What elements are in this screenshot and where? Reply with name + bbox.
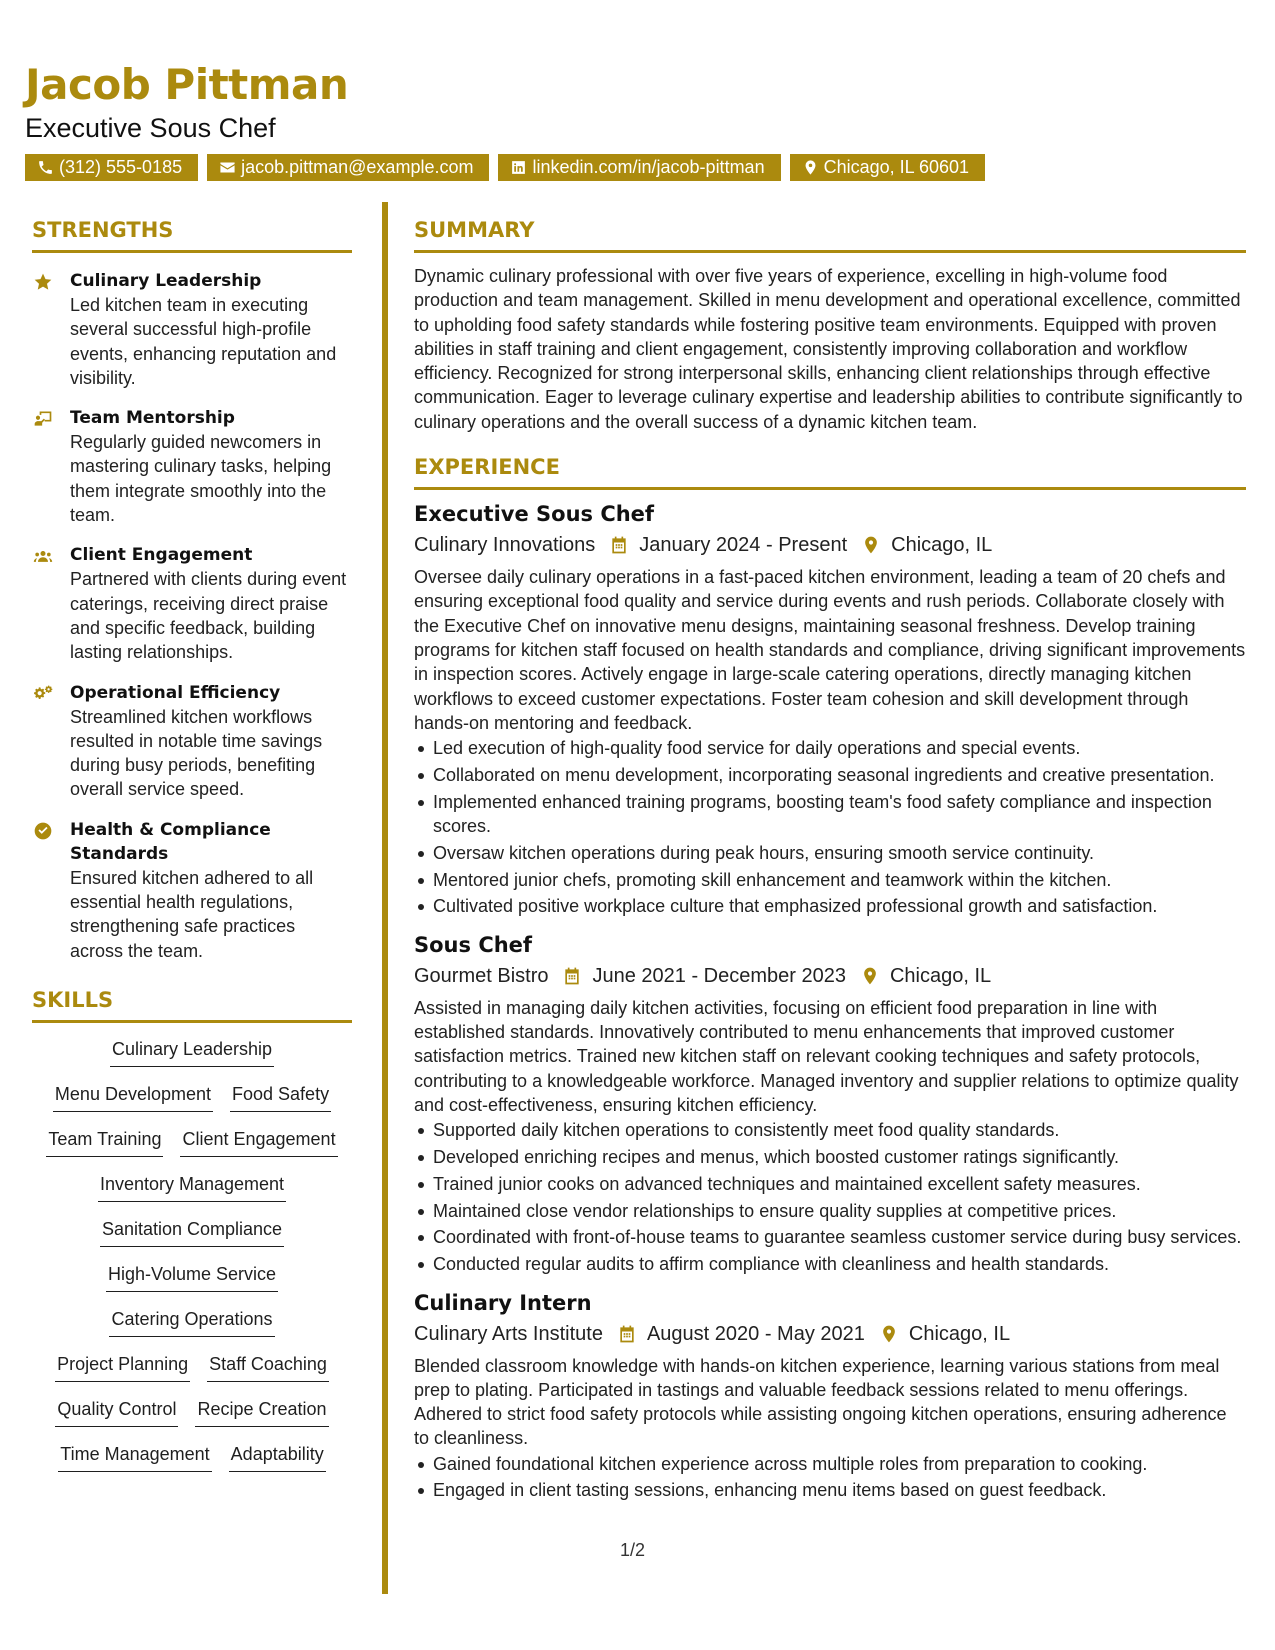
job-company: Gourmet Bistro (414, 964, 549, 987)
job-title: Executive Sous Chef (414, 502, 655, 527)
strength-title: Team Mentorship (70, 408, 235, 429)
skill-tag: Food Safety (230, 1082, 331, 1112)
calendar-icon (617, 1324, 637, 1344)
linkedin-text: linkedin.com/in/jacob-pittman (532, 157, 765, 177)
strength-item (32, 818, 352, 963)
job-entry (414, 1289, 1246, 1503)
job-description: Assisted in managing daily kitchen activities, focusing on efficient food preparation in line with established standards. Innovatively contributed to menu enhancements that improved customer satisfaction metrics. Trained new kitchen staff on relevant cooking techniques and safety protocols, contributing to a knowledgeable workforce. Managed inventory and supplier relations to optimize quality and cost-effectiveness, ensuring kitchen efficiency. (414, 997, 1239, 1115)
location-text: Chicago, IL 60601 (823, 157, 970, 177)
job-bullets (414, 736, 1246, 919)
bullet-item: Coordinated with front-of-house teams to guarantee seamless customer service during busy services. (414, 1225, 1246, 1249)
candidate-name: Jacob Pittman (25, 60, 349, 109)
bullet-item: Mentored junior chefs, promoting skill enhancement and teamwork within the kitchen. (414, 868, 1246, 892)
summary-heading: SUMMARY (414, 215, 1246, 253)
skill-tag: Adaptability (229, 1442, 326, 1472)
contact-phone[interactable] (25, 154, 198, 181)
location-pin-icon (802, 159, 819, 176)
job-meta (414, 531, 1246, 559)
bullet-item: Oversaw kitchen operations during peak hours, ensuring smooth service continuity. (414, 841, 1246, 865)
calendar-icon (609, 535, 629, 555)
strength-title: Health & Compliance Standards (70, 819, 271, 864)
bullet-item: Trained junior cooks on advanced techniques and maintained excellent safety measures. (414, 1172, 1246, 1196)
skill-tag: Team Training (46, 1127, 163, 1157)
strength-item (32, 681, 352, 802)
skill-tag: Menu Development (53, 1082, 213, 1112)
experience-heading: EXPERIENCE (414, 452, 1246, 490)
phone-text: (312) 555-0185 (59, 157, 183, 177)
strength-item (32, 406, 352, 527)
linkedin-icon (510, 159, 527, 176)
strength-desc: Regularly guided newcomers in mastering culinary tasks, helping them integrate smoothly into the team. (70, 432, 332, 526)
contact-linkedin[interactable] (498, 154, 780, 181)
check-circle-icon (32, 821, 54, 841)
job-dates: June 2021 - December 2023 (592, 964, 846, 987)
bullet-item: Implemented enhanced training programs, boosting team's food safety compliance and inspection scores. (414, 790, 1246, 839)
job-bullets (414, 1452, 1246, 1503)
email-text: jacob.pittman@example.com (241, 157, 474, 177)
skills-list (32, 1037, 352, 1487)
skill-tag: Project Planning (55, 1352, 190, 1382)
bullet-item: Collaborated on menu development, incorporating seasonal ingredients and creative presentation. (414, 763, 1246, 787)
job-location: Chicago, IL (908, 1322, 1011, 1345)
strength-desc: Led kitchen team in executing several successful high-profile events, enhancing reputation and visibility. (70, 295, 337, 388)
skill-tag: Catering Operations (109, 1307, 274, 1337)
envelope-icon (219, 159, 236, 176)
location-pin-icon (879, 1324, 899, 1344)
bullet-item: Engaged in client tasting sessions, enhancing menu items based on guest feedback. (414, 1478, 1246, 1502)
strength-desc: Streamlined kitchen workflows resulted in notable time savings during busy periods, benefiting overall service speed. (70, 706, 323, 800)
job-dates: August 2020 - May 2021 (646, 1322, 865, 1345)
job-dates: January 2024 - Present (639, 534, 848, 557)
job-bullets (414, 1118, 1246, 1276)
summary-text: Dynamic culinary professional with over five years of experience, excelling in high-volume food production and team management. Skilled in menu development and operational excellence, committed to upholding food safety standards while fostering positive team environments. Equipped with proven abilities in staff training and client engagement, consistently improving collaboration and workflow efficiency. Recognized for strong interpersonal skills, enhancing client relationships through effective communication. Eager to leverage culinary expertise and leadership abilities to contribute significantly to culinary operations and the overall success of a dynamic kitchen team. (414, 266, 1243, 432)
strength-desc: Partnered with clients during event caterings, receiving direct praise and specific feedback, building lasting relationships. (70, 569, 347, 663)
skill-tag: Client Engagement (180, 1127, 337, 1157)
skills-heading: SKILLS (32, 985, 352, 1023)
skill-tag: Sanitation Compliance (100, 1217, 284, 1247)
right-column (414, 215, 1246, 1505)
mentor-board-icon (32, 409, 54, 429)
job-company: Culinary Arts Institute (414, 1322, 603, 1345)
column-divider (382, 202, 388, 1594)
bullet-item: Cultivated positive workplace culture that emphasized professional growth and satisfaction. (414, 894, 1246, 918)
job-location: Chicago, IL (889, 964, 992, 987)
left-column (32, 215, 352, 1487)
strength-item (32, 543, 352, 664)
candidate-title: Executive Sous Chef (25, 113, 276, 143)
location-pin-icon (860, 966, 880, 986)
strength-title: Client Engagement (70, 545, 253, 566)
skill-tag: Culinary Leadership (110, 1037, 274, 1067)
calendar-icon (562, 966, 582, 986)
strength-title: Operational Efficiency (70, 682, 281, 703)
bullet-item: Gained foundational kitchen experience across multiple roles from preparation to cooking. (414, 1452, 1246, 1476)
bullet-item: Maintained close vendor relationships to ensure quality supplies at competitive prices. (414, 1199, 1246, 1223)
strength-title: Culinary Leadership (70, 271, 262, 291)
skill-tag: Time Management (58, 1442, 211, 1472)
strength-desc: Ensured kitchen adhered to all essential health regulations, strengthening safe practices across the team. (70, 867, 314, 961)
star-icon (32, 272, 54, 292)
contact-location (790, 154, 985, 181)
job-description: Oversee daily culinary operations in a fast-paced kitchen environment, leading a team of 20 chefs and ensuring exceptional food quality and service during events and rush periods. Collaborate closely with the Executive Chef on innovative menu designs, maintaining seasonal freshness. Develop training programs for kitchen staff focused on health standards and compliance, driving significant improvements in inspection scores. Actively engage in large-scale catering operations, directly managing kitchen workflows to exceed customer expectations. Foster team cohesion and skill development through hands-on mentoring and feedback. (414, 567, 1246, 733)
strength-item (32, 269, 352, 390)
bullet-item: Led execution of high-quality food service for daily operations and special events. (414, 736, 1246, 760)
job-meta (414, 1320, 1246, 1348)
skill-tag: Inventory Management (98, 1172, 286, 1202)
contact-email[interactable] (207, 154, 489, 181)
phone-icon (37, 159, 54, 176)
bullet-item: Developed enriching recipes and menus, which boosted customer ratings significantly. (414, 1145, 1246, 1169)
job-title: Sous Chef (414, 932, 533, 957)
skill-tag: Quality Control (55, 1397, 178, 1427)
page-number: 1/2 (620, 1540, 646, 1560)
job-entry (414, 931, 1246, 1277)
job-location: Chicago, IL (891, 534, 993, 557)
users-icon (32, 546, 54, 566)
strengths-heading: STRENGTHS (32, 215, 352, 253)
gears-icon (32, 684, 54, 704)
skill-tag: Staff Coaching (207, 1352, 329, 1382)
resume-header (25, 60, 1250, 181)
job-entry (414, 500, 1246, 919)
bullet-item: Supported daily kitchen operations to consistently meet food quality standards. (414, 1118, 1246, 1142)
job-title: Culinary Intern (414, 1290, 592, 1315)
job-company: Culinary Innovations (414, 534, 596, 557)
job-description: Blended classroom knowledge with hands-on kitchen experience, learning various stations from meal prep to plating. Participated in tastings and valuable feedback sessions related to menu offerings. Adhered to strict food safety protocols while assisting ongoing kitchen operations, ensuring adherence to cleanliness. (414, 1355, 1227, 1449)
bullet-item: Conducted regular audits to affirm compliance with cleanliness and health standards. (414, 1252, 1246, 1276)
location-pin-icon (861, 535, 881, 555)
skill-tag: Recipe Creation (195, 1397, 328, 1427)
contact-bar (25, 154, 1250, 181)
job-meta (414, 962, 1246, 990)
skill-tag: High-Volume Service (106, 1262, 278, 1292)
